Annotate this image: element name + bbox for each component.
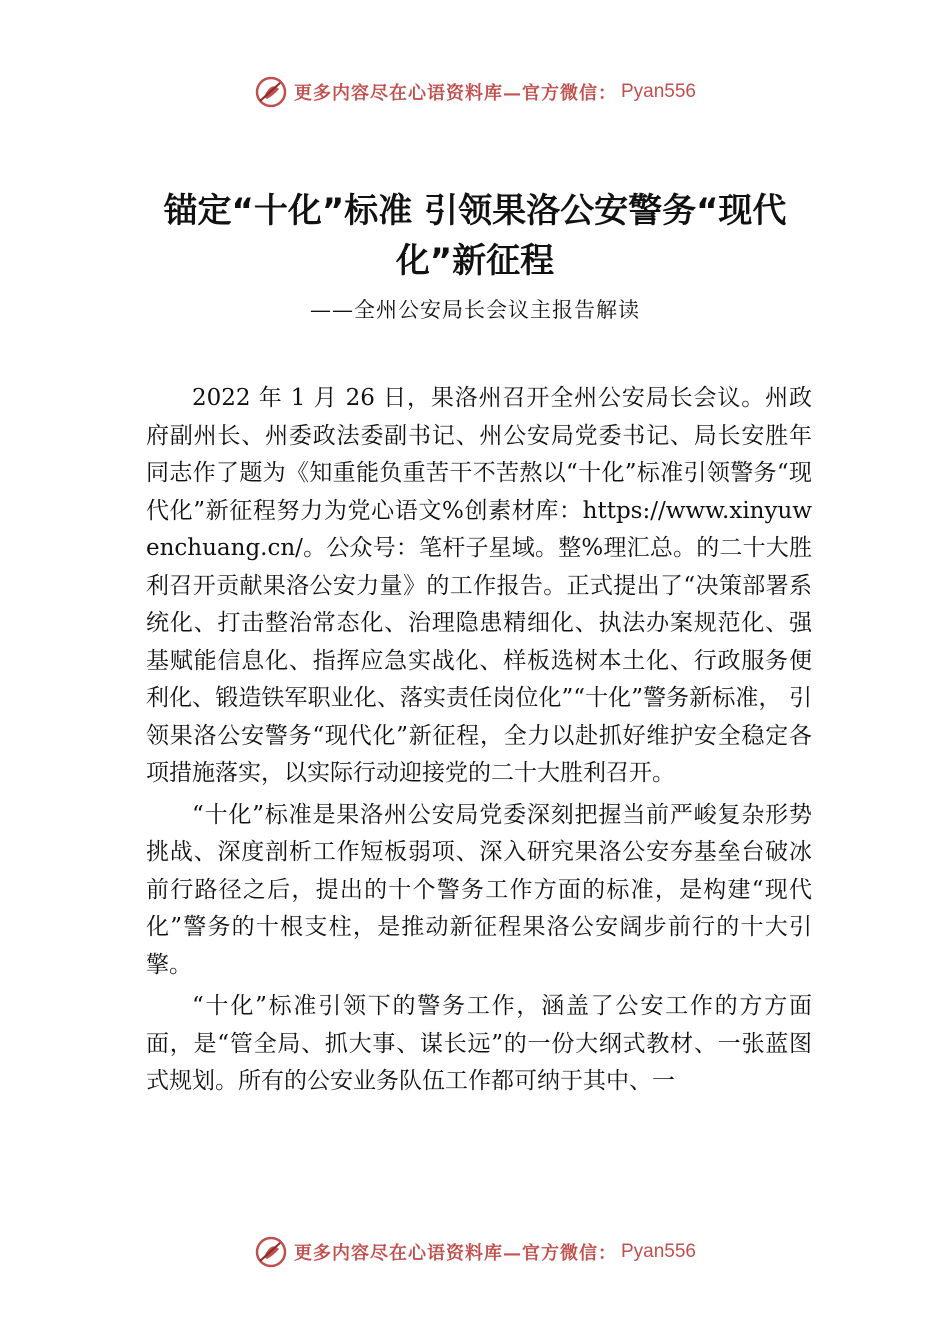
watermark-handle: Pyan556 (620, 1241, 696, 1262)
footer-watermark (0, 1232, 950, 1272)
paragraph: “十化”标准是果洛州公安局党委深刻把握当前严峻复杂形势挑战、深度剖析工作短板弱项、深入研究果洛公安夯基垒台破冰前行路径之后，提出的十个警务工作方面的标准，是构建“现代化”警务的十根支柱，是推动新征程果洛公安阔步前行的十大引擎。 (146, 801, 812, 978)
brand-logo-icon (254, 75, 288, 109)
header-watermark (0, 72, 950, 112)
paragraph: “十化”标准引领下的警务工作，涵盖了公安工作的方方面面，是“管全局、抓大事、谋长远”的一份大纲式教材、一张蓝图式规划。所有的公安业务队伍工作都可纳于其中、一 (146, 993, 812, 1094)
paragraph: 2022 年 1 月 26 日，果洛州召开全州公安局长会议。州政府副州长、州委政法委副书记、州公安局党委书记、局长安胜年同志作了题为《知重能负重苦干不苦熬以“十化”标准引领警务“现代化”新征程努力为党心语文%创素材库：https://www.xinyuwenchuang.cn/。公众号：笔杆子星域。整%理汇总。的二十大胜利召开贡献果洛公安力量》的工作报告。正式提出了“决策部署系统化、打击整治常态化、治理隐患精细化、执法办案规范化、强基赋能信息化、指挥应急实战化、样板选树本土化、行政服务便利化、锻造铁军职业化、落实责任岗位化”“十化”警务新标准， 引领果洛公安警务“现代化”新征程，全力以赴抓好维护安全稳定各项措施落实，以实际行动迎接党的二十大胜利召开。 (146, 385, 812, 786)
document-subtitle: ——全州公安局长会议主报告解读 (310, 298, 640, 322)
watermark-text: 更多内容尽在心语资料库—官方微信： (293, 83, 617, 104)
document-body (146, 380, 812, 1105)
brand-logo-icon (254, 1235, 288, 1269)
document-title: 锚定“十化”标准 引领果洛公安警务“现代化”新征程 (163, 191, 787, 281)
watermark-handle: Pyan556 (620, 81, 696, 102)
watermark-text: 更多内容尽在心语资料库—官方微信： (293, 1243, 617, 1264)
